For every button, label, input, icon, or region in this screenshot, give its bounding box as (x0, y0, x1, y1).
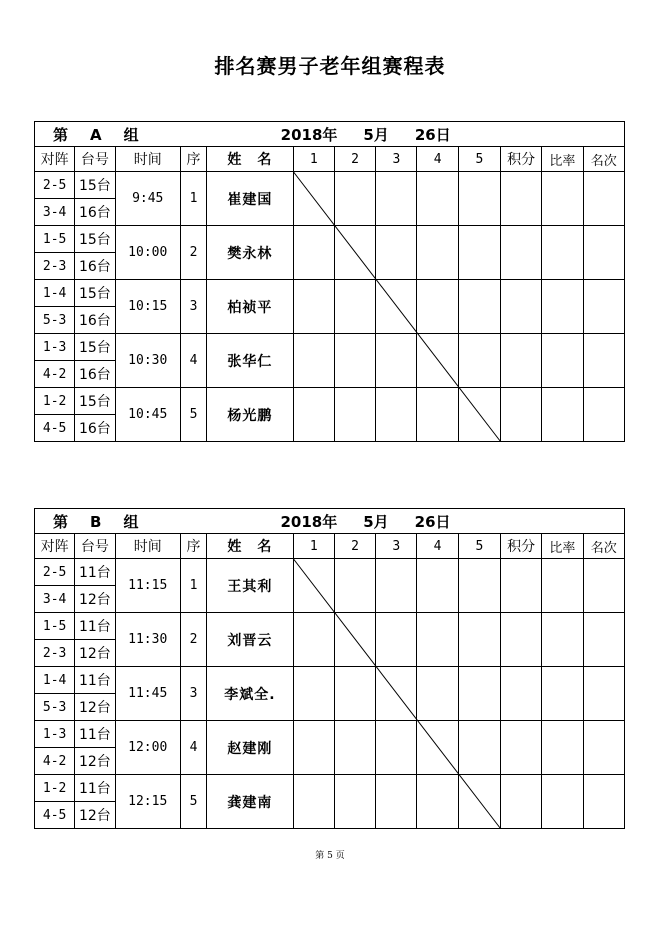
col-header-r3: 3 (376, 147, 417, 172)
match-pair: 3-4 (35, 199, 75, 226)
table-number: 12台 (75, 802, 115, 829)
col-header-ratio: 比率 (542, 534, 583, 559)
table-number: 11台 (75, 721, 115, 748)
table-number: 15台 (75, 226, 115, 253)
score-cell-r4 (417, 388, 458, 442)
table-number: 15台 (75, 334, 115, 361)
seq-number: 2 (180, 226, 206, 280)
score-cell-r2 (334, 775, 375, 829)
group-label-di: 第 (53, 512, 69, 531)
score-cell-r2 (334, 559, 375, 613)
score-cell-r2 (334, 172, 375, 226)
score-cell-r1 (293, 775, 334, 829)
col-header-points: 积分 (500, 534, 541, 559)
ratio-cell (542, 334, 583, 388)
match-time: 10:45 (115, 388, 180, 442)
score-cell-r1 (293, 226, 334, 280)
score-cell-r5 (458, 388, 500, 442)
ratio-cell (542, 775, 583, 829)
table-number: 15台 (75, 280, 115, 307)
col-header-table: 台号 (75, 534, 115, 559)
match-time: 11:15 (115, 559, 180, 613)
col-header-time: 时间 (115, 534, 180, 559)
table-row (35, 226, 625, 253)
score-cell-r2 (334, 388, 375, 442)
schedule-table-b (34, 508, 625, 829)
match-time: 12:00 (115, 721, 180, 775)
page-title: 排名赛男子老年组赛程表 (214, 54, 446, 78)
player-name: 崔建国 (207, 172, 294, 226)
match-pair: 2-3 (35, 253, 75, 280)
col-header-pair: 对阵 (35, 534, 75, 559)
rank-cell (583, 721, 624, 775)
page-number: 第 5 页 (315, 851, 345, 861)
group-label-zu: 组 (123, 512, 139, 531)
col-header-points: 积分 (501, 147, 542, 172)
table-number: 12台 (75, 694, 115, 721)
col-header-r4: 4 (417, 534, 458, 559)
col-header-time: 时间 (115, 147, 180, 172)
score-cell-r3 (376, 667, 417, 721)
group-header (35, 509, 625, 534)
group-header (35, 122, 625, 147)
match-pair: 1-2 (35, 388, 75, 415)
col-header-r2: 2 (334, 534, 375, 559)
rank-cell (583, 334, 624, 388)
col-header-rank: 名次 (583, 147, 624, 172)
score-cell-r3 (376, 280, 417, 334)
table-row (35, 388, 625, 415)
player-name: 龚建南 (207, 775, 294, 829)
score-cell-r5 (458, 775, 500, 829)
match-time: 10:15 (115, 280, 180, 334)
score-cell-r2 (334, 334, 375, 388)
col-header-r2: 2 (334, 147, 375, 172)
score-cell-r5 (458, 613, 500, 667)
table-row (35, 334, 625, 361)
seq-number: 4 (180, 334, 206, 388)
ratio-cell (542, 559, 583, 613)
score-cell-r3 (376, 226, 417, 280)
points-cell (501, 388, 542, 442)
score-cell-r1 (293, 667, 334, 721)
seq-number: 4 (180, 721, 206, 775)
match-pair: 2-3 (35, 640, 75, 667)
table-row (35, 775, 625, 802)
table-number: 16台 (75, 361, 115, 388)
table-number: 16台 (75, 253, 115, 280)
rank-cell (583, 172, 624, 226)
table-number: 15台 (75, 388, 115, 415)
score-cell-r2 (334, 613, 375, 667)
seq-number: 5 (180, 775, 206, 829)
col-header-seq: 序 (180, 147, 206, 172)
score-cell-r1 (293, 334, 334, 388)
score-cell-r2 (334, 667, 375, 721)
table-number: 11台 (75, 559, 115, 586)
score-cell-r4 (417, 226, 458, 280)
match-pair: 2-5 (35, 559, 75, 586)
match-time: 10:30 (115, 334, 180, 388)
col-header-name: 姓 名 (207, 534, 294, 559)
ratio-cell (542, 388, 583, 442)
points-cell (500, 667, 541, 721)
table-number: 16台 (75, 415, 115, 442)
match-time: 11:30 (115, 613, 180, 667)
score-cell-r1 (293, 388, 334, 442)
col-header-r1: 1 (293, 534, 334, 559)
points-cell (500, 559, 541, 613)
points-cell (500, 613, 541, 667)
score-cell-r4 (417, 334, 458, 388)
group-b-table (34, 508, 625, 829)
player-name: 王其利 (207, 559, 294, 613)
player-name: 刘晋云 (207, 613, 294, 667)
seq-number: 3 (180, 280, 206, 334)
match-pair: 2-5 (35, 172, 75, 199)
seq-number: 2 (180, 613, 206, 667)
seq-number: 1 (180, 172, 206, 226)
score-cell-r4 (417, 721, 458, 775)
match-pair: 3-4 (35, 586, 75, 613)
date-year: 2018年 (280, 512, 338, 531)
score-cell-r5 (458, 667, 500, 721)
score-cell-r4 (417, 667, 458, 721)
score-cell-r4 (417, 280, 458, 334)
group-letter: A (90, 125, 102, 144)
match-pair: 5-3 (35, 307, 75, 334)
date-year: 2018年 (280, 125, 338, 144)
col-header-r4: 4 (417, 147, 458, 172)
score-cell-r5 (458, 226, 500, 280)
match-pair: 1-5 (35, 226, 75, 253)
table-row (35, 559, 625, 586)
date-day: 26日 (414, 512, 451, 531)
table-number: 11台 (75, 775, 115, 802)
player-name: 柏祯平 (207, 280, 294, 334)
group-a-table (34, 121, 625, 442)
rank-cell (583, 559, 624, 613)
ratio-cell (542, 280, 583, 334)
table-number: 12台 (75, 640, 115, 667)
score-cell-r1 (293, 172, 334, 226)
seq-number: 1 (180, 559, 206, 613)
score-cell-r3 (376, 388, 417, 442)
table-number: 11台 (75, 613, 115, 640)
col-header-r5: 5 (458, 534, 500, 559)
score-cell-r3 (376, 172, 417, 226)
match-time: 9:45 (115, 172, 180, 226)
rank-cell (583, 388, 624, 442)
ratio-cell (542, 172, 583, 226)
score-cell-r5 (458, 172, 500, 226)
col-header-r5: 5 (458, 147, 500, 172)
match-time: 11:45 (115, 667, 180, 721)
player-name: 张华仁 (207, 334, 294, 388)
score-cell-r5 (458, 721, 500, 775)
col-header-seq: 序 (180, 534, 206, 559)
match-pair: 4-2 (35, 361, 75, 388)
col-header-name: 姓 名 (207, 147, 294, 172)
score-cell-r3 (376, 721, 417, 775)
points-cell (500, 721, 541, 775)
match-pair: 1-2 (35, 775, 75, 802)
table-number: 15台 (75, 172, 115, 199)
player-name: 李斌全. (207, 667, 294, 721)
col-header-table: 台号 (75, 147, 115, 172)
score-cell-r5 (458, 334, 500, 388)
group-letter: B (90, 512, 102, 531)
seq-number: 3 (180, 667, 206, 721)
score-cell-r3 (376, 334, 417, 388)
table-number: 12台 (75, 748, 115, 775)
rank-cell (583, 775, 624, 829)
rank-cell (583, 667, 624, 721)
rank-cell (583, 280, 624, 334)
ratio-cell (542, 667, 583, 721)
score-cell-r4 (417, 775, 458, 829)
col-header-r1: 1 (293, 147, 334, 172)
points-cell (501, 334, 542, 388)
ratio-cell (542, 226, 583, 280)
points-cell (501, 172, 542, 226)
score-cell-r5 (458, 280, 500, 334)
schedule-table-a (34, 121, 625, 442)
table-row (35, 721, 625, 748)
table-number: 11台 (75, 667, 115, 694)
table-row (35, 280, 625, 307)
score-cell-r4 (417, 559, 458, 613)
ratio-cell (542, 721, 583, 775)
date-day: 26日 (414, 125, 451, 144)
match-pair: 5-3 (35, 694, 75, 721)
score-cell-r1 (293, 280, 334, 334)
match-pair: 4-5 (35, 415, 75, 442)
col-header-ratio: 比率 (542, 147, 583, 172)
seq-number: 5 (180, 388, 206, 442)
table-row (35, 613, 625, 640)
score-cell-r2 (334, 721, 375, 775)
points-cell (501, 280, 542, 334)
score-cell-r3 (376, 613, 417, 667)
match-time: 12:15 (115, 775, 180, 829)
score-cell-r4 (417, 172, 458, 226)
match-pair: 1-4 (35, 667, 75, 694)
match-pair: 4-5 (35, 802, 75, 829)
col-header-r3: 3 (376, 534, 417, 559)
player-name: 杨光鹏 (207, 388, 294, 442)
score-cell-r2 (334, 280, 375, 334)
rank-cell (583, 613, 624, 667)
table-row (35, 667, 625, 694)
group-label-zu: 组 (123, 125, 139, 144)
match-pair: 1-3 (35, 334, 75, 361)
score-cell-r3 (376, 559, 417, 613)
score-cell-r1 (293, 721, 334, 775)
col-header-rank: 名次 (583, 534, 624, 559)
rank-cell (583, 226, 624, 280)
table-number: 16台 (75, 307, 115, 334)
table-row (35, 172, 625, 199)
score-cell-r3 (376, 775, 417, 829)
match-pair: 1-3 (35, 721, 75, 748)
match-pair: 4-2 (35, 748, 75, 775)
date-month: 5月 (363, 512, 389, 531)
match-pair: 1-4 (35, 280, 75, 307)
match-time: 10:00 (115, 226, 180, 280)
points-cell (500, 775, 541, 829)
score-cell-r2 (334, 226, 375, 280)
score-cell-r4 (417, 613, 458, 667)
table-number: 16台 (75, 199, 115, 226)
ratio-cell (542, 613, 583, 667)
player-name: 赵建刚 (207, 721, 294, 775)
score-cell-r1 (293, 613, 334, 667)
table-number: 12台 (75, 586, 115, 613)
score-cell-r5 (458, 559, 500, 613)
player-name: 樊永林 (207, 226, 294, 280)
match-pair: 1-5 (35, 613, 75, 640)
date-month: 5月 (363, 125, 389, 144)
points-cell (501, 226, 542, 280)
col-header-pair: 对阵 (35, 147, 75, 172)
score-cell-r1 (293, 559, 334, 613)
group-label-di: 第 (53, 125, 69, 144)
